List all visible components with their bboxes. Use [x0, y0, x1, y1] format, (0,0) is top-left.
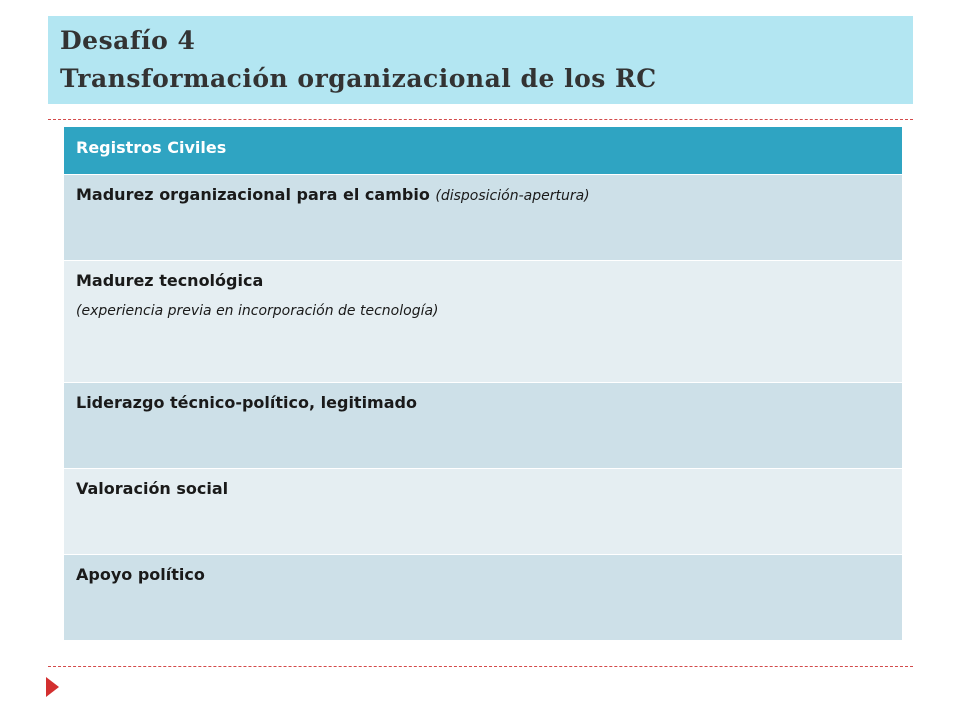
slide-title-line-2: Transformación organizacional de los RC: [60, 64, 657, 93]
row-note: (disposición-apertura): [435, 188, 590, 204]
title-box: [48, 16, 913, 104]
row-label: Valoración social: [76, 479, 229, 498]
row-label: Liderazgo técnico-político, legitimado: [76, 393, 417, 412]
table-row: [64, 261, 902, 383]
top-divider: [48, 119, 913, 120]
row-label: Apoyo político: [76, 565, 205, 584]
row-label-text: Madurez organizacional para el cambio: [76, 185, 430, 204]
registros-civiles-table: [63, 126, 903, 639]
row-note: (experiencia previa en incorporación de tecnología): [76, 303, 439, 319]
red-triangle-bullet-icon: [46, 677, 59, 697]
table-row: [64, 383, 902, 469]
table-row: [64, 175, 902, 261]
table-row: [64, 469, 902, 555]
bottom-divider: [48, 666, 913, 667]
table-row: [64, 555, 902, 640]
slide-title-line-1: Desafío 4: [60, 26, 196, 55]
table-header-label: Registros Civiles: [76, 138, 227, 157]
table-header-row: [64, 127, 902, 175]
row-label: [76, 185, 590, 204]
row-label: Madurez tecnológica: [76, 271, 264, 290]
